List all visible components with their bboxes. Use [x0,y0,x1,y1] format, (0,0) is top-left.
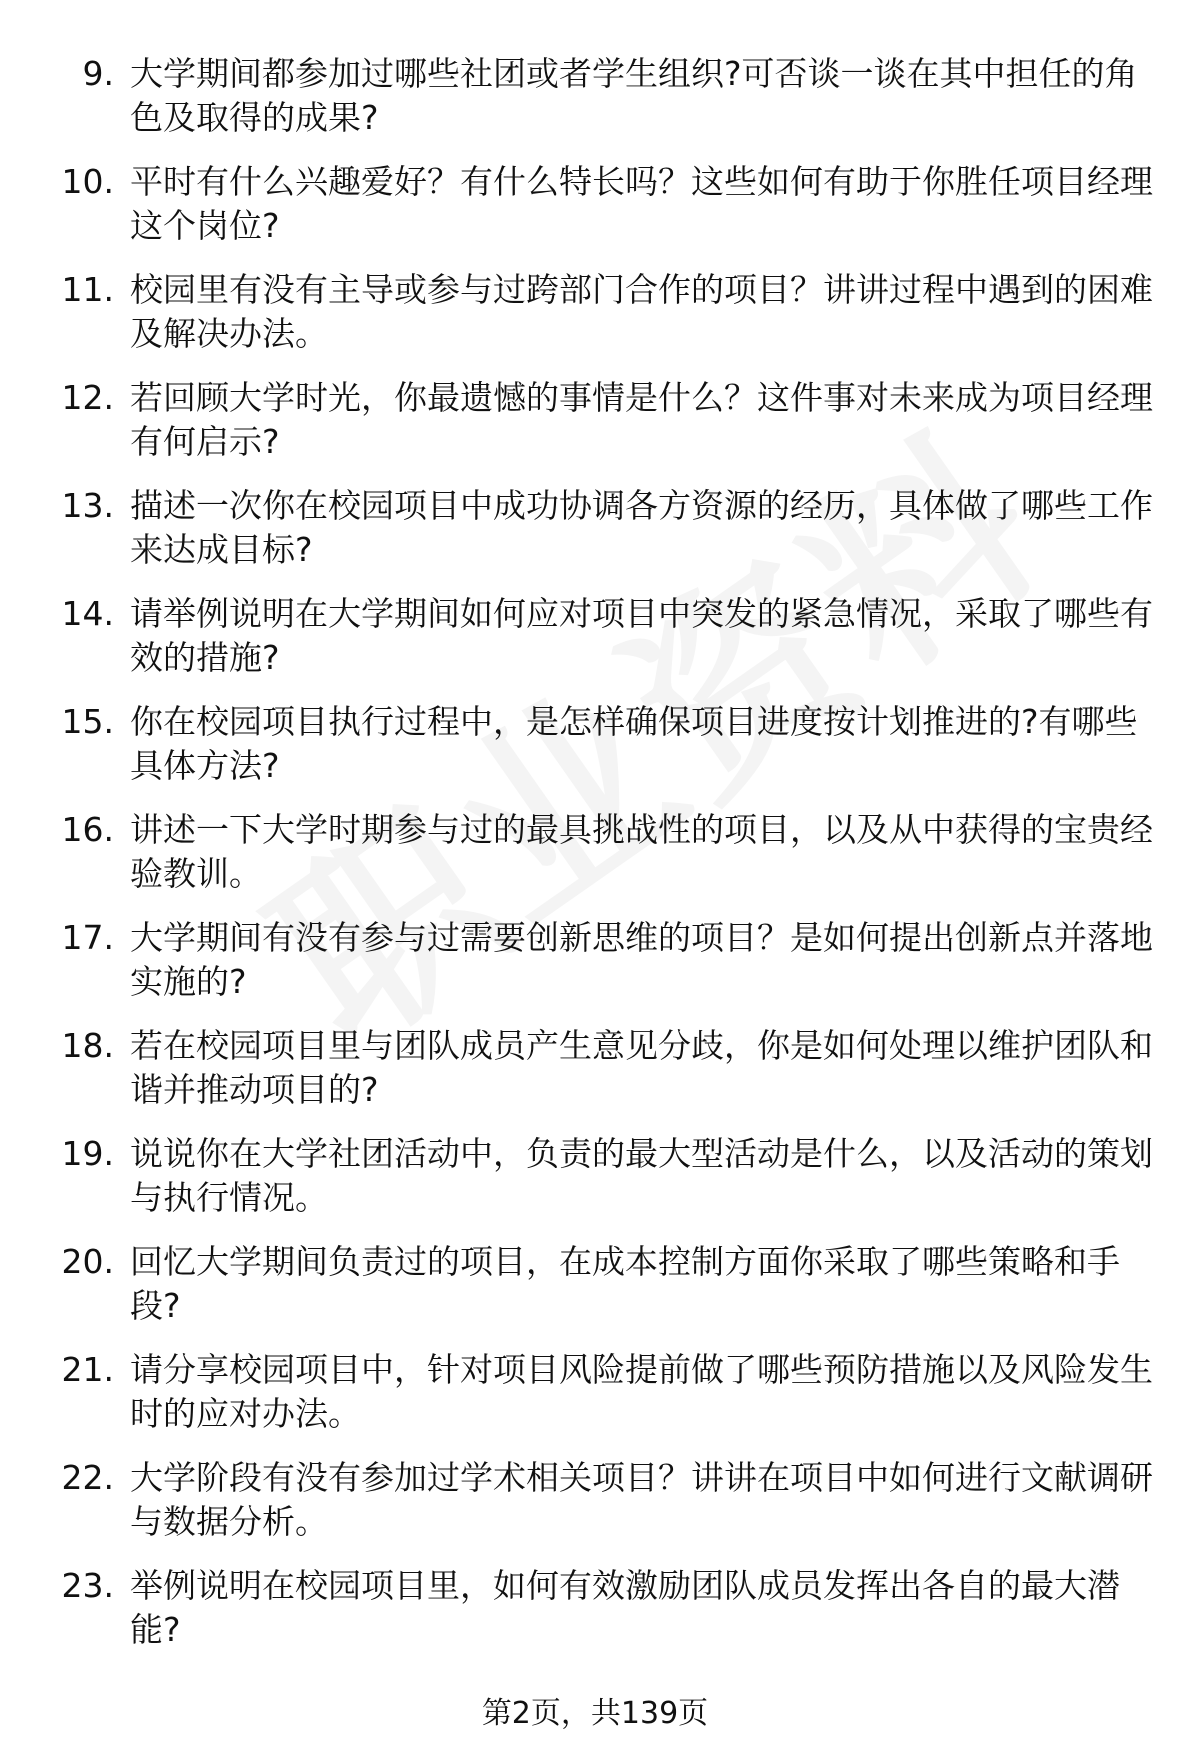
question-number: 12. [61,378,114,417]
question-number: 21. [61,1350,114,1389]
question-text: 大学期间有没有参与过需要创新思维的项目？是如何提出创新点并落地实施的? [130,918,1153,1001]
question-text: 请分享校园项目中，针对项目风险提前做了哪些预防措施以及风险发生时的应对办法。 [130,1350,1153,1433]
question-number: 10. [61,162,114,201]
question-text: 说说你在大学社团活动中，负责的最大型活动是什么，以及活动的策划与执行情况。 [130,1134,1153,1217]
question-number: 20. [61,1242,114,1281]
list-item [0,1456,1190,1564]
question-text: 描述一次你在校园项目中成功协调各方资源的经历，具体做了哪些工作来达成目标? [130,486,1153,569]
list-item [0,1024,1190,1132]
list-item [0,268,1190,376]
list-item [0,916,1190,1024]
question-text: 请举例说明在大学期间如何应对项目中突发的紧急情况，采取了哪些有效的措施? [130,594,1153,677]
question-number: 19. [61,1134,114,1173]
question-number: 17. [61,918,114,957]
list-item [0,376,1190,484]
list-item [0,1348,1190,1456]
list-item [0,700,1190,808]
question-text: 若回顾大学时光，你最遗憾的事情是什么？这件事对未来成为项目经理有何启示? [130,378,1153,461]
list-item [0,592,1190,700]
question-number: 11. [61,270,114,309]
question-number: 9. [82,54,114,93]
question-list [0,52,1190,1672]
question-number: 13. [61,486,114,525]
question-number: 22. [61,1458,114,1497]
question-text: 大学期间都参加过哪些社团或者学生组织?可否谈一谈在其中担任的角色及取得的成果? [130,54,1138,137]
list-item [0,52,1190,160]
question-text: 校园里有没有主导或参与过跨部门合作的项目？讲讲过程中遇到的困难及解决办法。 [130,270,1153,353]
list-item [0,484,1190,592]
question-text: 讲述一下大学时期参与过的最具挑战性的项目，以及从中获得的宝贵经验教训。 [130,810,1153,893]
page-footer: 第2页，共139页 [481,1696,709,1731]
list-item [0,1240,1190,1348]
question-text: 回忆大学期间负责过的项目，在成本控制方面你采取了哪些策略和手段? [130,1242,1120,1325]
question-number: 14. [61,594,114,633]
list-item [0,1132,1190,1240]
question-number: 18. [61,1026,114,1065]
question-text: 你在校园项目执行过程中，是怎样确保项目进度按计划推进的?有哪些具体方法? [130,702,1138,785]
question-text: 平时有什么兴趣爱好？有什么特长吗？这些如何有助于你胜任项目经理这个岗位? [130,162,1153,245]
question-number: 15. [61,702,114,741]
list-item [0,160,1190,268]
question-text: 举例说明在校园项目里，如何有效激励团队成员发挥出各自的最大潜能? [130,1566,1120,1649]
question-number: 16. [61,810,114,849]
list-item [0,1564,1190,1672]
question-text: 若在校园项目里与团队成员产生意见分歧，你是如何处理以维护团队和谐并推动项目的? [130,1026,1153,1109]
question-number: 23. [61,1566,114,1605]
list-item [0,808,1190,916]
question-text: 大学阶段有没有参加过学术相关项目？讲讲在项目中如何进行文献调研与数据分析。 [130,1458,1153,1541]
